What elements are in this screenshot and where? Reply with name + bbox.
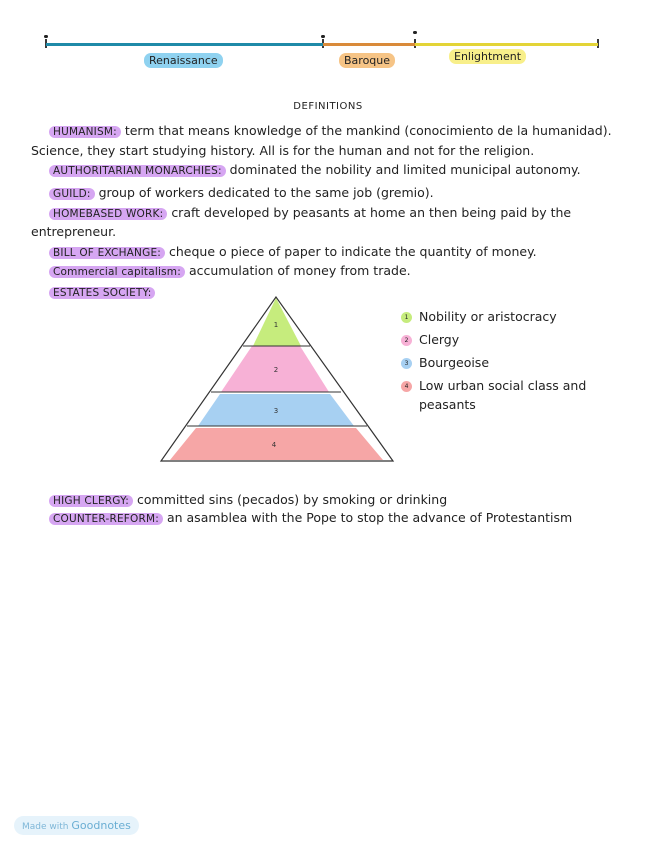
legend-item-2 <box>401 330 459 349</box>
timeline-marker <box>321 35 325 38</box>
period-label-baroque: Baroque <box>339 53 395 68</box>
term-label: BILL OF EXCHANGE: <box>49 247 165 259</box>
period-label-renaissance: Renaissance <box>144 53 223 68</box>
definition-humanism <box>49 123 612 140</box>
definition-continuation: entrepreneur. <box>31 224 117 239</box>
definition-authoritarian-monarchies <box>49 162 581 179</box>
legend-label: Nobility or aristocracy <box>419 309 557 324</box>
legend-label: Low urban social class and peasants <box>419 378 587 412</box>
pyramid-number-1: 1 <box>273 321 279 329</box>
definition-text: an asamblea with the Pope to stop the advance of Protestantism <box>166 510 573 525</box>
definition-text: committed sins (pecados) by smoking or drinking <box>137 492 448 507</box>
legend-item-1 <box>401 307 557 326</box>
term-label: HOMEBASED WORK: <box>49 208 167 220</box>
definition-commercial-capitalism <box>49 263 411 280</box>
pyramid-number-2: 2 <box>273 366 279 374</box>
definitions-heading: DEFINITIONS <box>293 101 363 112</box>
term-label: AUTHORITARIAN MONARCHIES: <box>49 165 226 177</box>
estates-pyramid <box>158 294 398 466</box>
legend-item-3 <box>401 353 489 372</box>
term-label: HIGH CLERGY: <box>49 495 133 507</box>
term-label: ESTATES SOCIETY: <box>49 287 155 299</box>
definition-continuation: Science, they start studying history. All is for the human and not for the religion. <box>31 143 535 158</box>
definition-counter-reform <box>49 510 572 527</box>
made-with-label: Made with <box>22 822 69 832</box>
definition-text: group of workers dedicated to the same job (gremio). <box>98 185 434 200</box>
timeline-segment-renaissance <box>46 43 323 46</box>
term-label: COUNTER-REFORM: <box>49 513 163 525</box>
definition-text: craft developed by peasants at home an then being paid by the <box>171 205 572 220</box>
pyramid-number-4: 4 <box>271 441 277 449</box>
term-label: GUILD: <box>49 188 95 200</box>
legend-dot: 1 <box>401 312 412 323</box>
legend-label: Bourgeoise <box>419 355 490 370</box>
timeline-segment-baroque <box>323 43 415 46</box>
definition-guild <box>49 185 434 202</box>
timeline-segment-enlightment <box>415 43 598 46</box>
pyramid-number-3: 3 <box>273 407 279 415</box>
definition-text: cheque o piece of paper to indicate the quantity of money. <box>169 244 537 259</box>
definition-text: accumulation of money from trade. <box>188 263 411 278</box>
goodnotes-badge[interactable] <box>14 816 139 835</box>
definition-estates-society <box>49 284 155 301</box>
period-label-enlightment: Enlightment <box>449 49 526 64</box>
term-label: Commercial capitalism: <box>49 266 185 278</box>
definition-text: dominated the nobility and limited municipal autonomy. <box>229 162 581 177</box>
goodnotes-logo: Goodnotes <box>71 819 131 832</box>
legend-dot: 2 <box>401 335 412 346</box>
definition-high-clergy <box>49 492 447 509</box>
definition-homebased-work <box>49 205 571 222</box>
legend-dot: 3 <box>401 358 412 369</box>
pyramid-level-4 <box>170 428 383 460</box>
timeline-marker <box>413 31 417 34</box>
legend-item-4 <box>401 376 639 414</box>
legend-dot: 4 <box>401 381 412 392</box>
legend-label: Clergy <box>419 332 460 347</box>
definition-text: term that means knowledge of the mankind (conocimiento de la humanidad). <box>124 123 612 138</box>
timeline-marker <box>44 35 48 38</box>
definition-bill-of-exchange <box>49 244 537 261</box>
term-label: HUMANISM: <box>49 126 121 138</box>
